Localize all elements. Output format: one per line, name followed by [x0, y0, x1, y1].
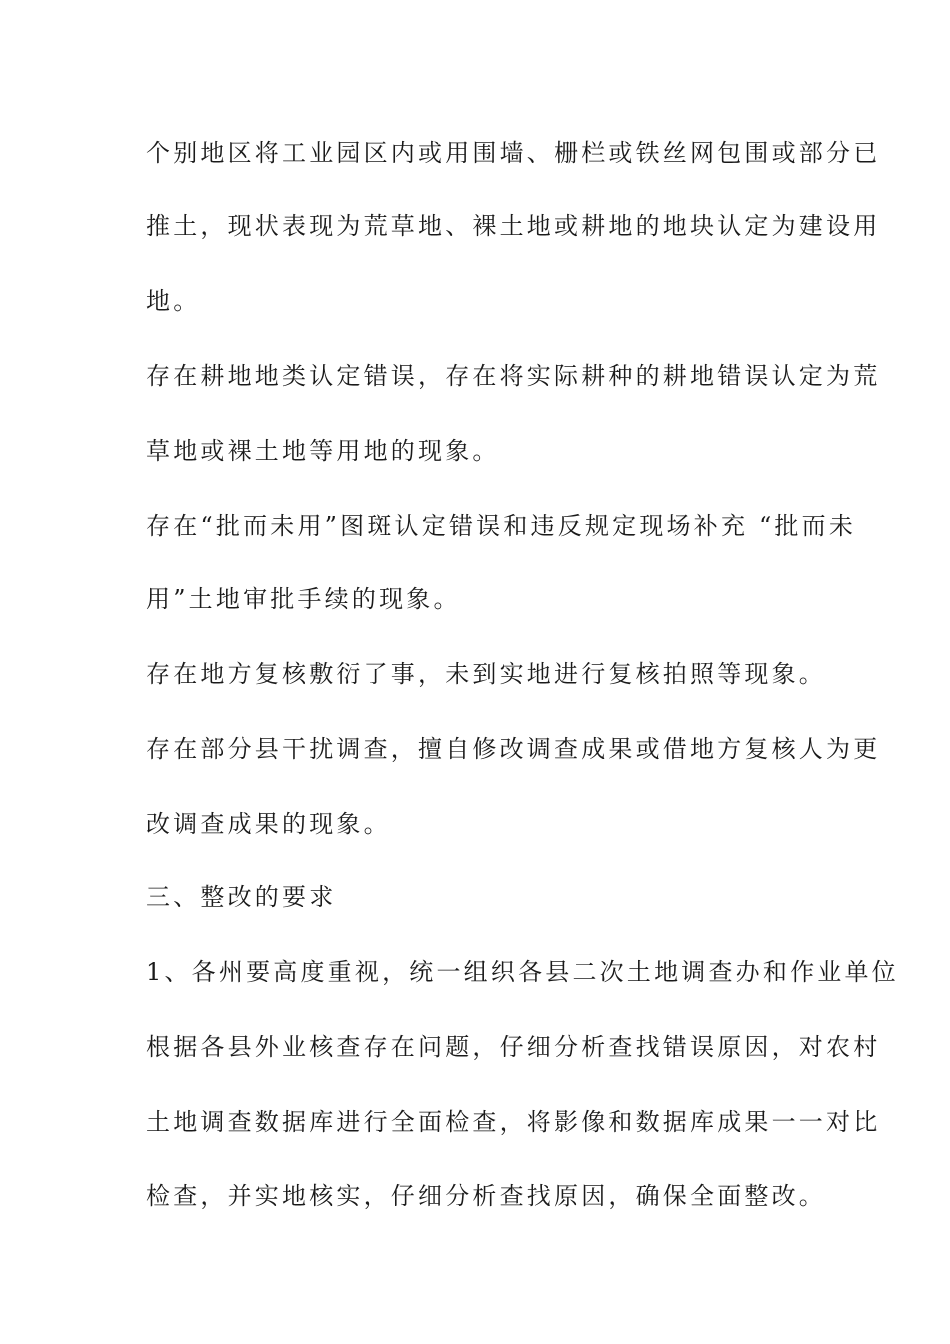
text-line: 存在部分县干扰调查，擅自修改调查成果或借地方复核人为更: [146, 735, 881, 763]
text-line: 存在“批而未用”图斑认定错误和违反规定现场补充 “批而未: [146, 512, 857, 540]
text-line: 土地调查数据库进行全面检查，将影像和数据库成果一一对比: [146, 1108, 881, 1136]
text-line: 地。: [146, 287, 201, 315]
text-line: 存在地方复核敷衍了事，未到实地进行复核拍照等现象。: [146, 660, 826, 688]
text-line: 个别地区将工业园区内或用围墙、栅栏或铁丝网包围或部分已: [146, 139, 881, 167]
text-line: 用”土地审批手续的现象。: [146, 585, 461, 613]
text-line: 检查，并实地核实，仔细分析查找原因，确保全面整改。: [146, 1182, 826, 1210]
text-line: 根据各县外业核查存在问题，仔细分析查找错误原因，对农村: [146, 1033, 881, 1061]
text-line: 1、各州要高度重视，统一组织各县二次土地调查办和作业单位: [146, 958, 899, 986]
text-line: 草地或裸土地等用地的现象。: [146, 437, 500, 465]
text-line: 推土，现状表现为荒草地、裸土地或耕地的地块认定为建设用: [146, 212, 881, 240]
text-line: 改调查成果的现象。: [146, 810, 391, 838]
text-line: 存在耕地地类认定错误，存在将实际耕种的耕地错误认定为荒: [146, 362, 881, 390]
section-heading: 三、整改的要求: [146, 883, 337, 911]
